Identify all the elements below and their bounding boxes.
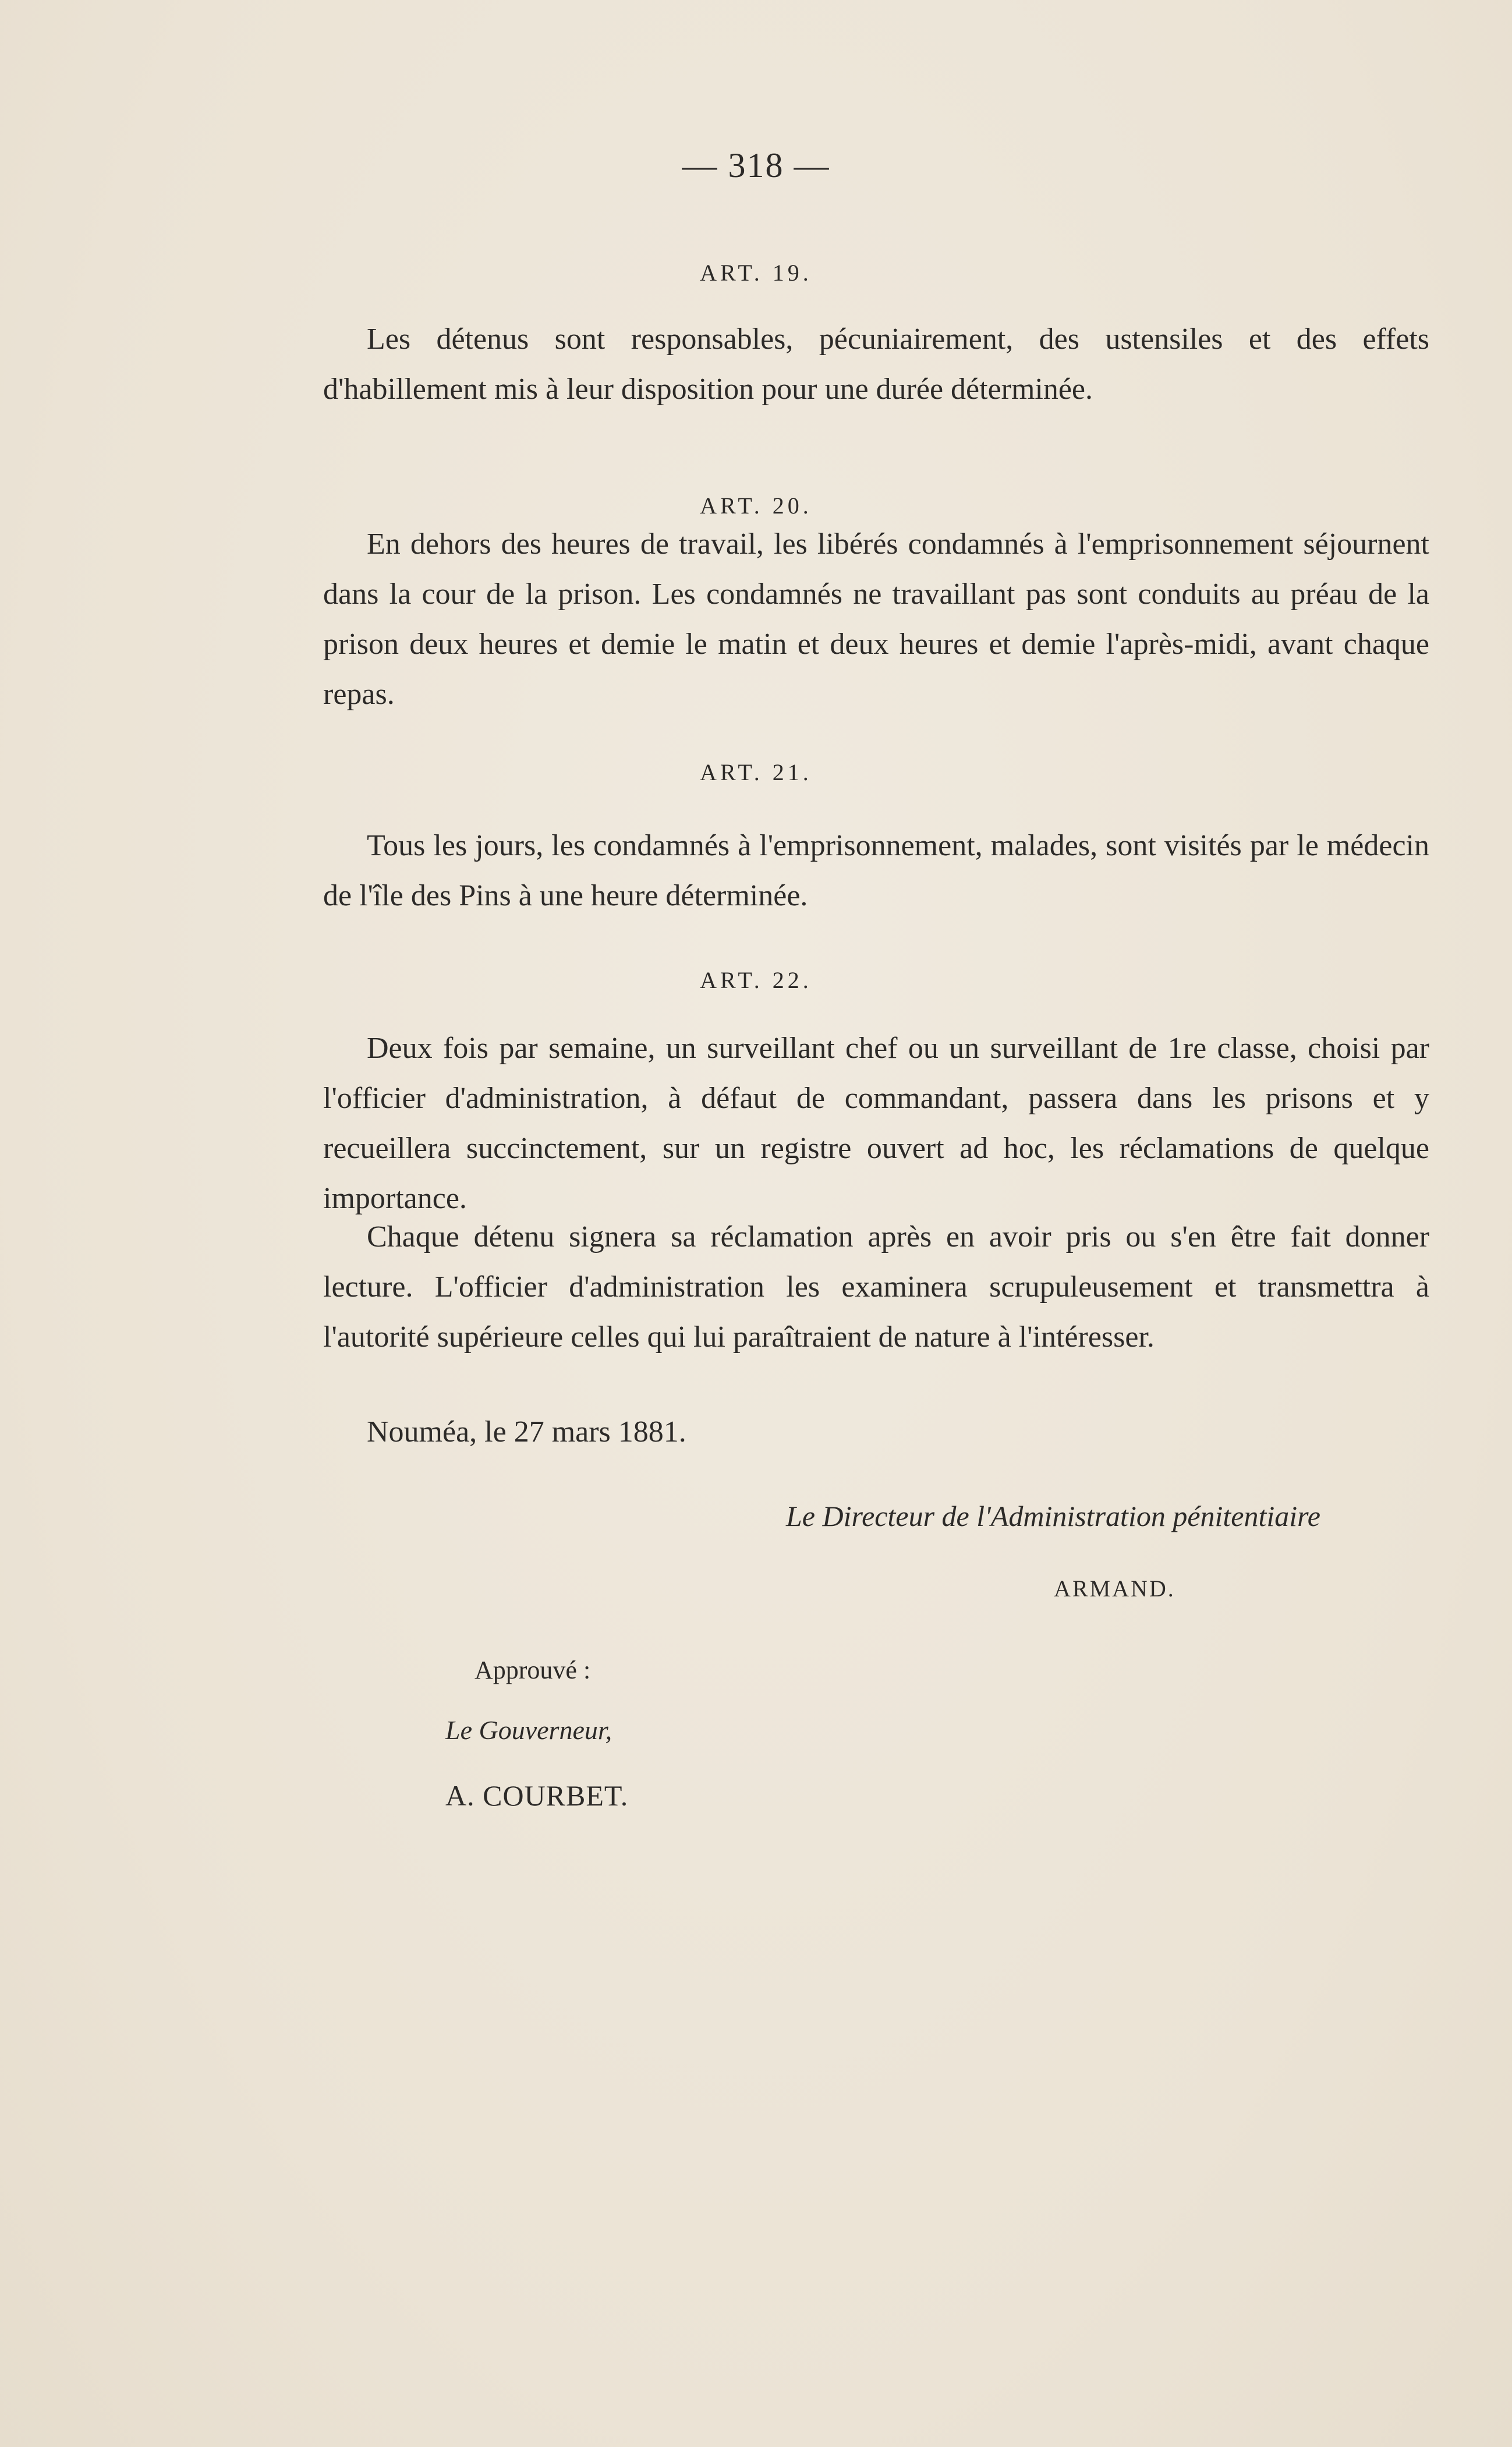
article-paragraph: Les détenus sont responsables, pécuniairement, des ustensiles et des effets d'habillement mis à leur disposition pour une durée déterminée. bbox=[323, 323, 1429, 406]
governor-name: A. COURBET. bbox=[445, 1779, 629, 1812]
approval-label: Approuvé : bbox=[475, 1656, 591, 1684]
article-paragraph: En dehors des heures de travail, les libérés condamnés à l'emprisonnement séjournent dans la cour de la prison. Les condamnés ne travaillant pas sont conduits au préau de la prison deux heures et demie le matin et deux heures et demie l'après-midi, avant chaque repas. bbox=[323, 527, 1429, 711]
page-number: — 318 — bbox=[682, 146, 830, 185]
governor-title: Le Gouverneur, bbox=[445, 1715, 612, 1745]
place-date: Nouméa, le 27 mars 1881. bbox=[367, 1415, 686, 1449]
article-paragraph: Tous les jours, les condamnés à l'emprisonnement, malades, sont visités par le médecin de l'île des Pins à une heure déterminée. bbox=[323, 829, 1429, 912]
article-paragraph: Deux fois par semaine, un surveillant chef ou un surveillant de 1re classe, choisi par l'officier d'administration, à défaut de commandant, passera dans les prisons et y recueillera succinctement, sur un registre ouvert ad hoc, les réclamations de quelque importance. bbox=[323, 1032, 1429, 1215]
signatory-title: Le Directeur de l'Administration pénitentiaire bbox=[786, 1500, 1320, 1532]
article-paragraph: Chaque détenu signera sa réclamation après en avoir pris ou s'en être fait donner lecture. L'officier d'administration les examinera scrupuleusement et transmettra à l'autorité supérieure celles qui lui paraîtraient de nature à l'intéresser. bbox=[323, 1220, 1429, 1354]
article-heading: ART. 21. bbox=[700, 759, 812, 785]
article-heading: ART. 19. bbox=[700, 260, 812, 286]
article-heading: ART. 20. bbox=[700, 493, 812, 519]
article-heading: ART. 22. bbox=[700, 967, 812, 993]
signatory-name: ARMAND. bbox=[1054, 1575, 1175, 1602]
